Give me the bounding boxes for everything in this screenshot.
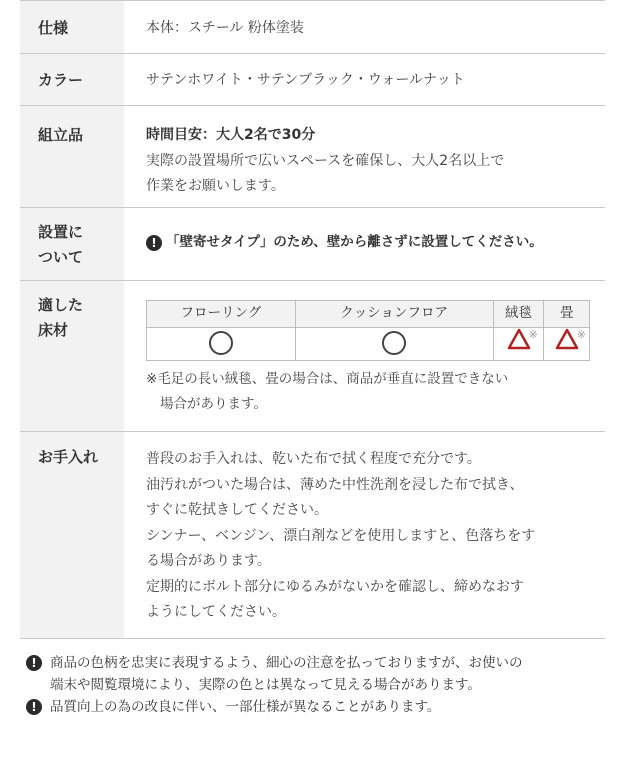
floor-header-flooring: フローリング bbox=[147, 301, 296, 328]
floor-note bbox=[146, 367, 599, 417]
floor-header-cushion: クッションフロア bbox=[295, 301, 493, 328]
floor-label-line1: 適した bbox=[38, 296, 84, 314]
floor-rating-cushion bbox=[295, 328, 493, 361]
color-value: サテンホワイト・サテンブラック・ウォールナット bbox=[146, 72, 465, 88]
spec-value: 本体：スチール 粉体塗装 bbox=[146, 20, 304, 36]
care-line: 普段のお手入れは、乾いた布で拭く程度で充分です。 bbox=[146, 451, 481, 467]
spec-label: 仕様 bbox=[20, 1, 124, 53]
spec-row-spec bbox=[20, 0, 605, 54]
note-color-text bbox=[50, 652, 523, 696]
care-line: すぐに乾拭きしてください。 bbox=[146, 502, 328, 518]
exclamation-circle-icon: ! bbox=[26, 655, 42, 671]
care-value bbox=[124, 432, 605, 638]
triangle-note-mark: ※ bbox=[576, 328, 586, 341]
installation-label bbox=[20, 208, 124, 280]
note-color-line2: 端末や閲覧環境により、実際の色とは異なって見える場合があります。 bbox=[50, 677, 481, 693]
care-label: お手入れ bbox=[20, 432, 124, 638]
spec-row-installation bbox=[20, 208, 605, 281]
spec-row-care bbox=[20, 432, 605, 639]
installation-label-line1: 設置に bbox=[38, 223, 84, 241]
spec-table bbox=[20, 0, 605, 639]
floor-header-carpet: 絨毯 bbox=[493, 301, 544, 328]
care-line: シンナー、ベンジン、漂白剤などを使用しますと、色落ちをす bbox=[146, 527, 536, 544]
note-color-line1: 商品の色柄を忠実に表現するよう、細心の注意を払っておりますが、お使いの bbox=[50, 655, 523, 671]
floor-note-line2: 場合があります。 bbox=[160, 395, 267, 412]
note-spec-change bbox=[26, 696, 616, 718]
floor-label bbox=[20, 281, 124, 431]
circle-good-icon bbox=[209, 331, 233, 355]
triangle-caution-icon bbox=[507, 328, 538, 360]
assembly-time: 時間目安：大人2名で30分 bbox=[146, 127, 316, 143]
care-line: 定期的にボルト部分にゆるみがないかを確認し、締めなおす bbox=[146, 578, 524, 595]
floor-value bbox=[124, 281, 605, 431]
care-line: 油汚れがついた場合は、薄めた中性洗剤を浸した布で拭き、 bbox=[146, 476, 524, 493]
floor-table bbox=[146, 300, 590, 361]
installation-label-line2: ついて bbox=[38, 248, 84, 266]
floor-rating-flooring bbox=[147, 328, 296, 361]
assembly-label: 組立品 bbox=[20, 106, 124, 207]
assembly-note-line1: 実際の設置場所で広いスペースを確保し、大人2名以上で bbox=[146, 152, 505, 169]
footer-notes bbox=[26, 652, 616, 718]
care-line: る場合があります。 bbox=[146, 553, 271, 569]
triangle-note-mark: ※ bbox=[528, 328, 538, 341]
assembly-note-line2: 作業をお願いします。 bbox=[146, 178, 285, 194]
spec-row-floor bbox=[20, 281, 605, 432]
installation-value bbox=[124, 208, 605, 280]
triangle-caution-icon bbox=[555, 328, 586, 360]
note-spec-change-text: 品質向上の為の改良に伴い、一部仕様が異なることがあります。 bbox=[50, 699, 441, 715]
installation-caution-text: 「壁寄せタイプ」のため、壁から離さずに設置してください。 bbox=[166, 234, 543, 250]
note-color bbox=[26, 652, 616, 696]
color-label: カラー bbox=[20, 54, 124, 105]
floor-rating-tatami bbox=[544, 328, 590, 361]
floor-rating-carpet bbox=[493, 328, 544, 361]
assembly-value bbox=[124, 106, 605, 207]
spec-row-color bbox=[20, 54, 605, 106]
floor-note-line1: ※毛足の長い絨毯、畳の場合は、商品が垂直に設置できない bbox=[146, 370, 509, 387]
spec-row-assembly bbox=[20, 106, 605, 208]
circle-good-icon bbox=[382, 331, 406, 355]
installation-caution bbox=[146, 230, 599, 256]
floor-label-line2: 床材 bbox=[38, 321, 69, 339]
exclamation-circle-icon: ! bbox=[146, 235, 162, 251]
care-line: ようにしてください。 bbox=[146, 604, 286, 620]
floor-header-tatami: 畳 bbox=[544, 301, 590, 328]
exclamation-circle-icon: ! bbox=[26, 699, 42, 715]
